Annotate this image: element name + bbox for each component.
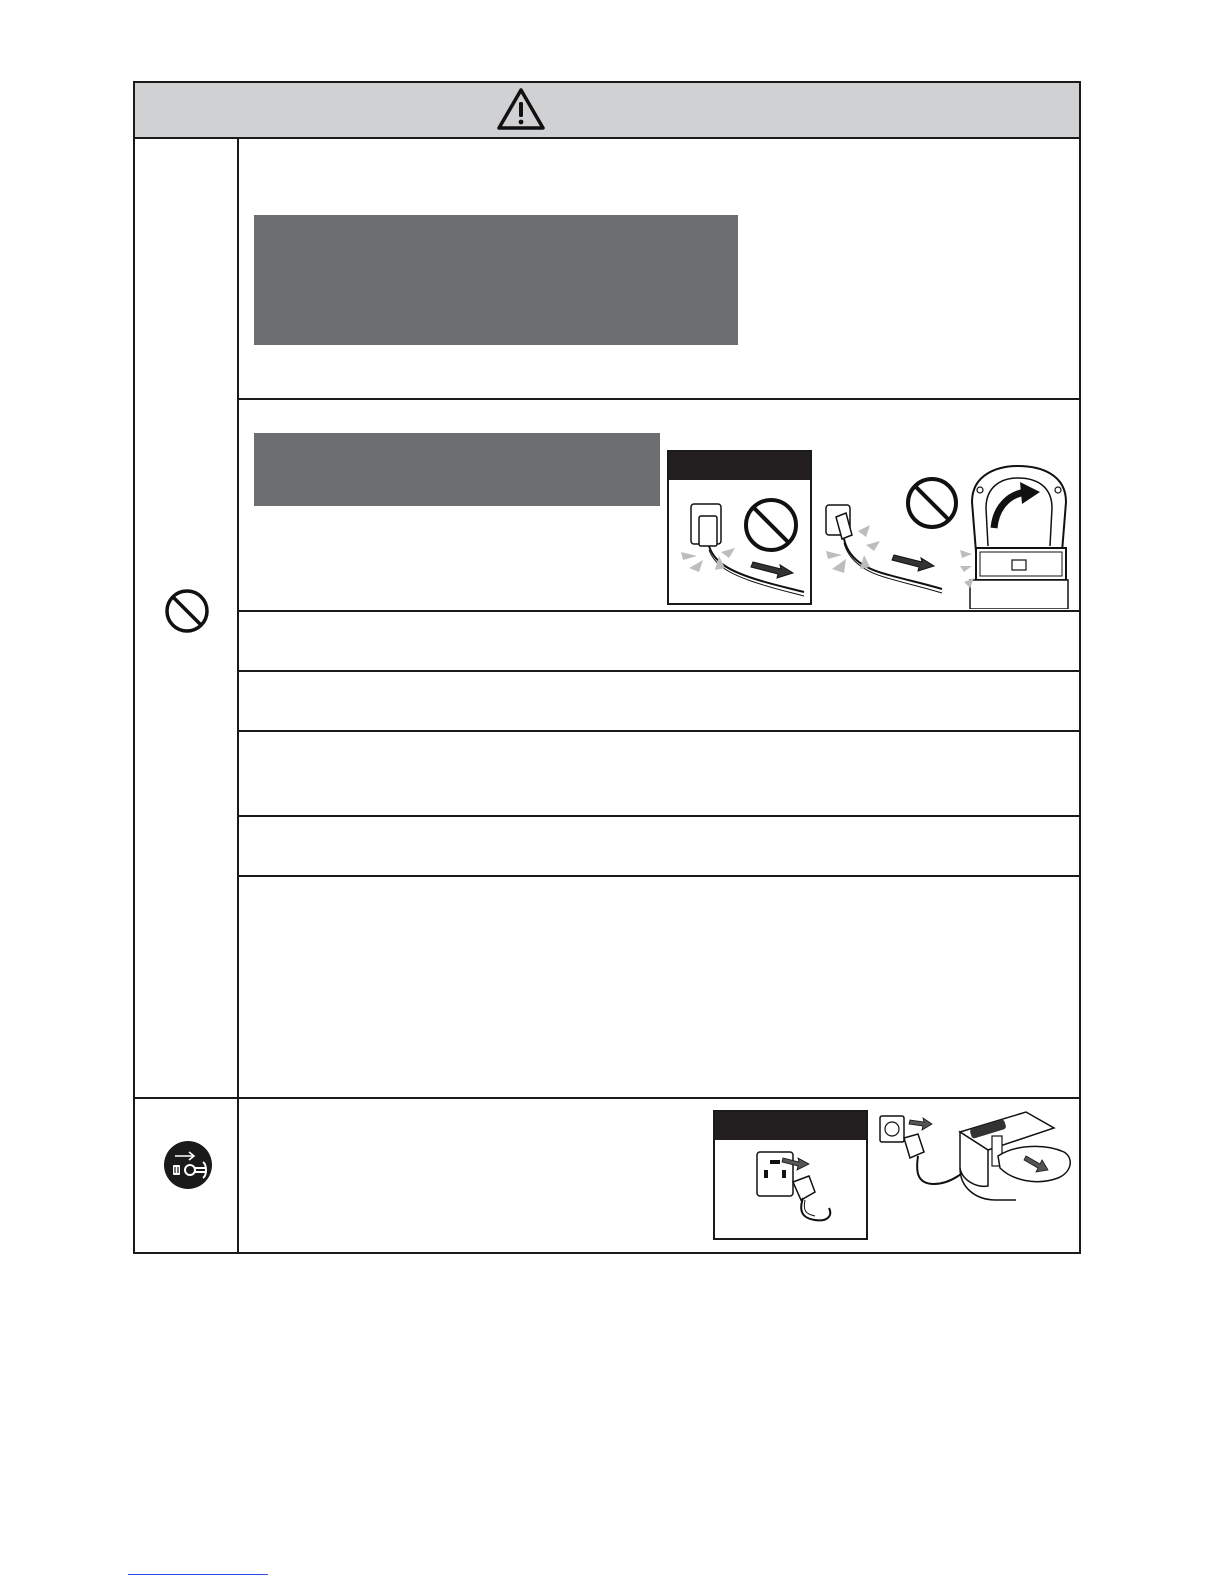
uk-unplug-illustration <box>713 1110 868 1240</box>
footer-link-underline[interactable] <box>128 1574 268 1575</box>
uk-plug-pull-prohibited-illustration <box>667 450 812 605</box>
prohibition-icon <box>163 587 211 635</box>
row-divider-5 <box>237 815 1081 817</box>
warning-triangle-icon <box>496 87 546 131</box>
redacted-text-block-2 <box>254 433 660 506</box>
icon-column-divider <box>237 137 239 1254</box>
lift-seat-by-hand-illustration <box>958 462 1078 609</box>
row-divider-2 <box>237 610 1081 612</box>
row-divider-1 <box>237 398 1081 400</box>
section-divider <box>133 1097 1081 1099</box>
eu-plug-pull-prohibited-illustration <box>822 465 967 600</box>
row-divider-3 <box>237 670 1081 672</box>
header-divider <box>133 137 1081 139</box>
warning-header <box>135 83 1079 137</box>
row-divider-6 <box>237 875 1081 877</box>
unplug-icon <box>163 1140 213 1190</box>
row-divider-4 <box>237 730 1081 732</box>
eu-unplug-remove-seat-illustration <box>876 1108 1076 1248</box>
redacted-text-block-1 <box>254 215 738 345</box>
